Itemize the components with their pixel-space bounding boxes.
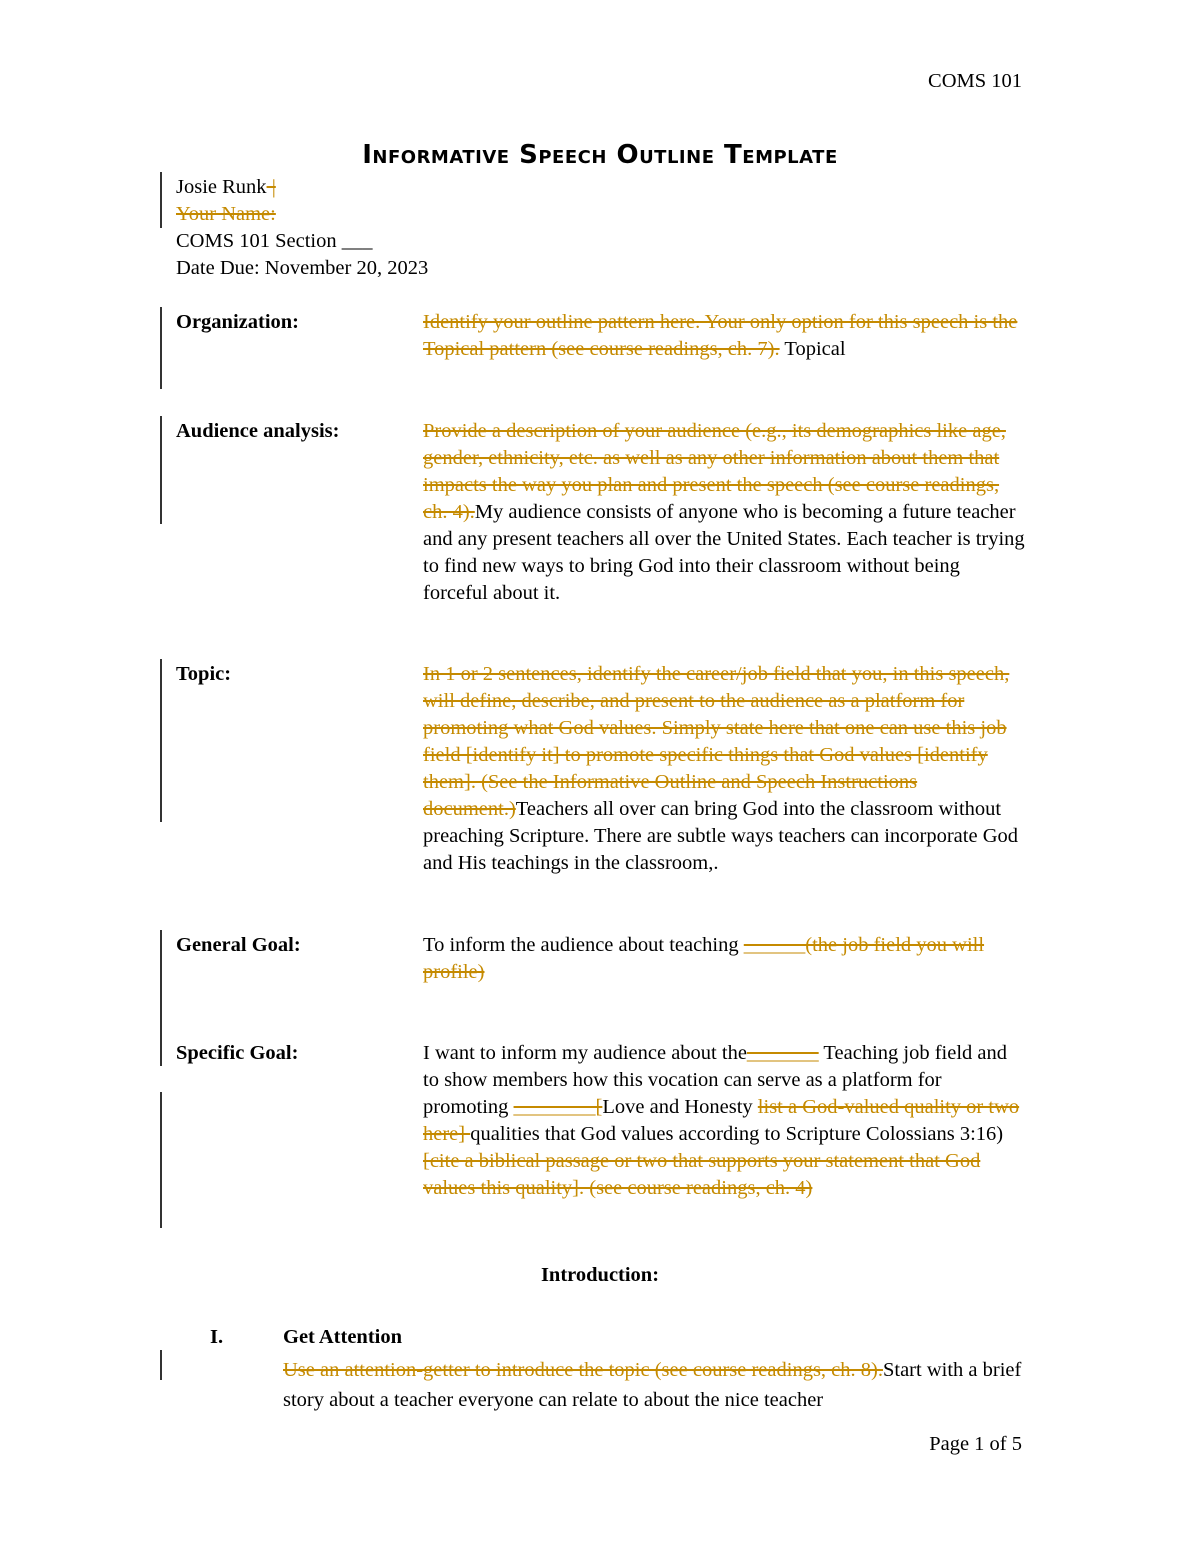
your-name-deleted: Your Name:	[176, 203, 276, 225]
deleted-text: In 1 or 2 sentences, identify the career/job field that you, in this speech, will define, describe, and present to the audience as a platform for promoting what God values. Simply state here that one can use this job field [identify it] to promote specific things that God values [identify them]. (See the Informative Outline and Speech Instructions document.)	[423, 663, 1010, 820]
deleted-text: Identify your outline pattern here. Your only option for this speech is the Topical pattern (see course readings, ch. 7).	[423, 311, 1018, 360]
change-bar	[160, 416, 162, 524]
specific-goal-label: Specific Goal:	[176, 1042, 299, 1064]
organization-label: Organization:	[176, 311, 299, 333]
topic-value	[423, 661, 1028, 877]
organization-text: Topical	[784, 338, 846, 360]
section-line: COMS 101 Section ___	[176, 230, 373, 252]
student-name-line	[176, 174, 276, 201]
change-bar	[160, 172, 162, 228]
deleted-text: _______	[746, 1042, 819, 1064]
specific-goal-text: Teaching job field and to show members how this vocation can serve as a platform for promoting	[423, 1042, 1007, 1118]
date-due-line: Date Due: November 20, 2023	[176, 257, 429, 279]
attention-text: Start with a brief story about a teacher everyone can relate to about the nice teacher	[283, 1359, 1022, 1411]
general-goal-text: To inform the audience about teaching	[423, 934, 744, 956]
topic-label: Topic:	[176, 663, 232, 685]
deleted-text: ________[	[513, 1096, 603, 1118]
specific-goal-value	[423, 1040, 1028, 1202]
get-attention-heading: Get Attention	[283, 1326, 402, 1348]
document-title: Informative Speech Outline Template	[362, 140, 838, 170]
change-bar	[160, 307, 162, 389]
specific-goal-text: Love and Honesty	[602, 1096, 758, 1118]
deleted-text: [cite a biblical passage or two that supports your statement that God values this quality]. (see course readings, ch. 4)	[423, 1150, 981, 1199]
deleted-text: list a God-valued quality or two here]	[423, 1096, 1020, 1145]
change-bar	[160, 1092, 162, 1228]
outline-numeral: I.	[210, 1326, 224, 1348]
audience-text: My audience consists of anyone who is becoming a future teacher and any present teachers all over the United States. Each teacher is trying to find new ways to bring God into their classroom without being forceful about it.	[423, 501, 1025, 604]
general-goal-label: General Goal:	[176, 934, 301, 956]
get-attention-text	[283, 1355, 1028, 1415]
deleted-text: Provide a description of your audience (e.g., its demographics like age, gender, ethnicity, etc. as well as any other information about them that impacts the way you plan and present the speech (see course readings, ch. 4).	[423, 420, 1006, 523]
change-bar	[160, 659, 162, 822]
change-bar	[160, 930, 162, 1066]
deleted-text: |	[266, 176, 276, 198]
topic-text: Teachers all over can bring God into the classroom without preaching Scripture. There are subtle ways teachers can incorporate God and His teachings in the classroom,.	[423, 798, 1019, 874]
student-name: Josie Runk	[176, 176, 267, 198]
introduction-heading: Introduction:	[540, 1264, 660, 1286]
audience-value	[423, 418, 1028, 607]
change-bar	[160, 1350, 162, 1380]
specific-goal-text: qualities that God values according to Scripture Colossians 3:16)	[470, 1123, 1004, 1145]
page-header: COMS 101	[928, 70, 1022, 92]
general-goal-value	[423, 932, 1028, 986]
deleted-text: Use an attention-getter to introduce the topic (see course readings, ch. 8).	[283, 1359, 883, 1381]
audience-label: Audience analysis:	[176, 420, 340, 442]
page-footer: Page 1 of 5	[929, 1433, 1022, 1455]
specific-goal-text: I want to inform my audience about the	[423, 1042, 747, 1064]
organization-value	[423, 309, 1028, 363]
deleted-text: ______(the job field you will profile)	[423, 934, 985, 983]
